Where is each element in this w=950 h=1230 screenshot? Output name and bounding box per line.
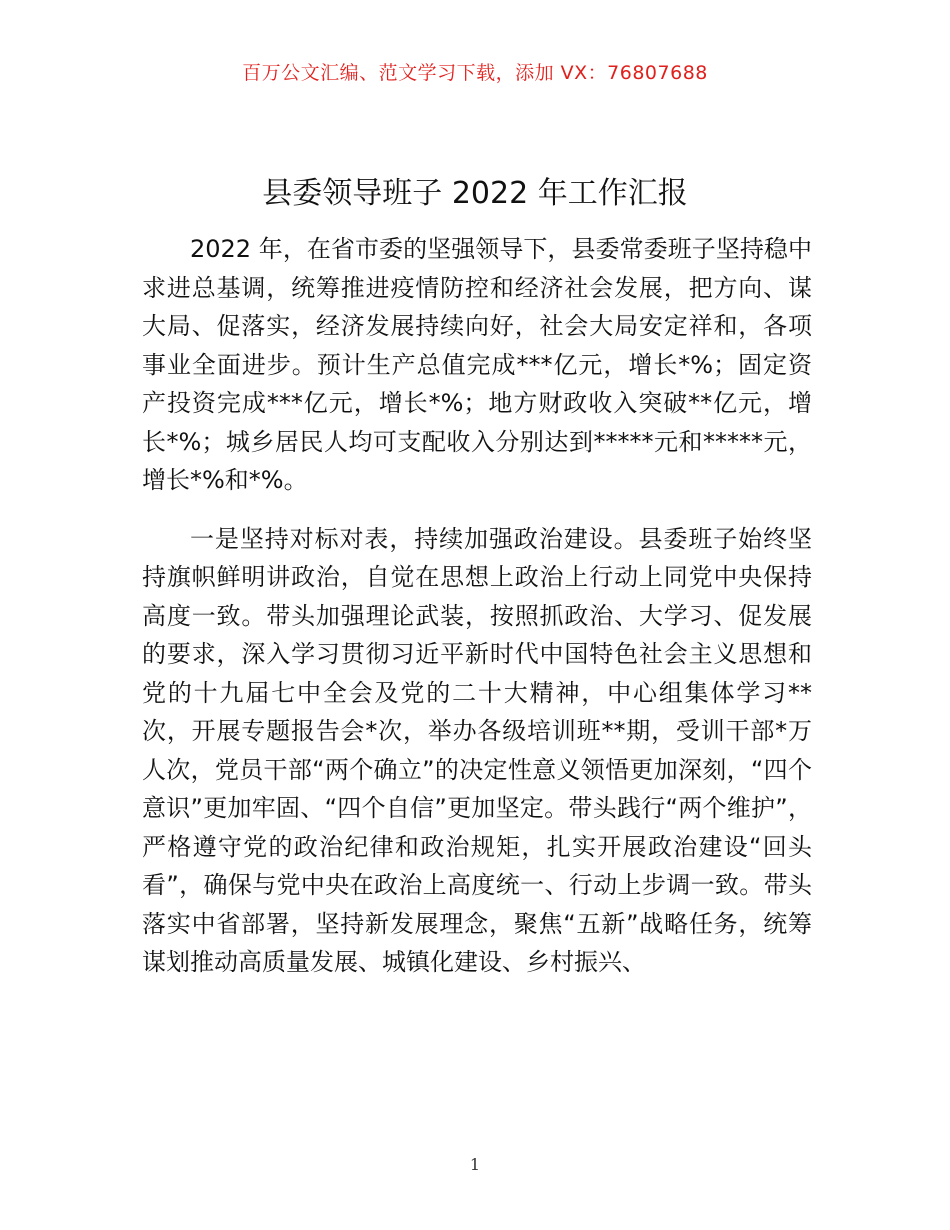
paragraph-summary: 2022 年，在省市委的坚强领导下，县委常委班子坚持稳中求进总基调，统筹推进疫情防控和经济社会发展，把方向、谋大局、促落实，经济发展持续向好，社会大局安定祥和，各项事业全面进步。预计生产总值完成***亿元，增长*%；固定资产投资完成***亿元，增长*%；地方财政收入突破**亿元，增长*%；城乡居民人均可支配收入分别达到*****元和*****元，增长*%和*%。 xyxy=(142,235,812,494)
document-title: 县委领导班子 2022 年工作汇报 xyxy=(262,176,688,211)
header-banner: 百万公文汇编、范文学习下载，添加 VX：76807688 xyxy=(242,62,708,84)
document-body xyxy=(142,230,812,982)
page-number: 1 xyxy=(469,1155,481,1174)
paragraph-political-construction: 一是坚持对标对表，持续加强政治建设。县委班子始终坚持旗帜鲜明讲政治，自觉在思想上政治上行动上同党中央保持高度一致。带头加强理论武装，按照抓政治、大学习、促发展的要求，深入学习贯彻习近平新时代中国特色社会主义思想和党的十九届七中全会及党的二十大精神，中心组集体学习**次，开展专题报告会*次，举办各级培训班**期，受训干部*万人次，党员干部“两个确立”的决定性意义领悟更加深刻，“四个意识”更加牢固、“四个自信”更加坚定。带头践行“两个维护”，严格遵守党的政治纪律和政治规矩，扎实开展政治建设“回头看”，确保与党中央在政治上高度统一、行动上步调一致。带头落实中省部署，坚持新发展理念，聚焦“五新”战略任务，统筹谋划推动高质量发展、城镇化建设、乡村振兴、 xyxy=(142,524,812,976)
